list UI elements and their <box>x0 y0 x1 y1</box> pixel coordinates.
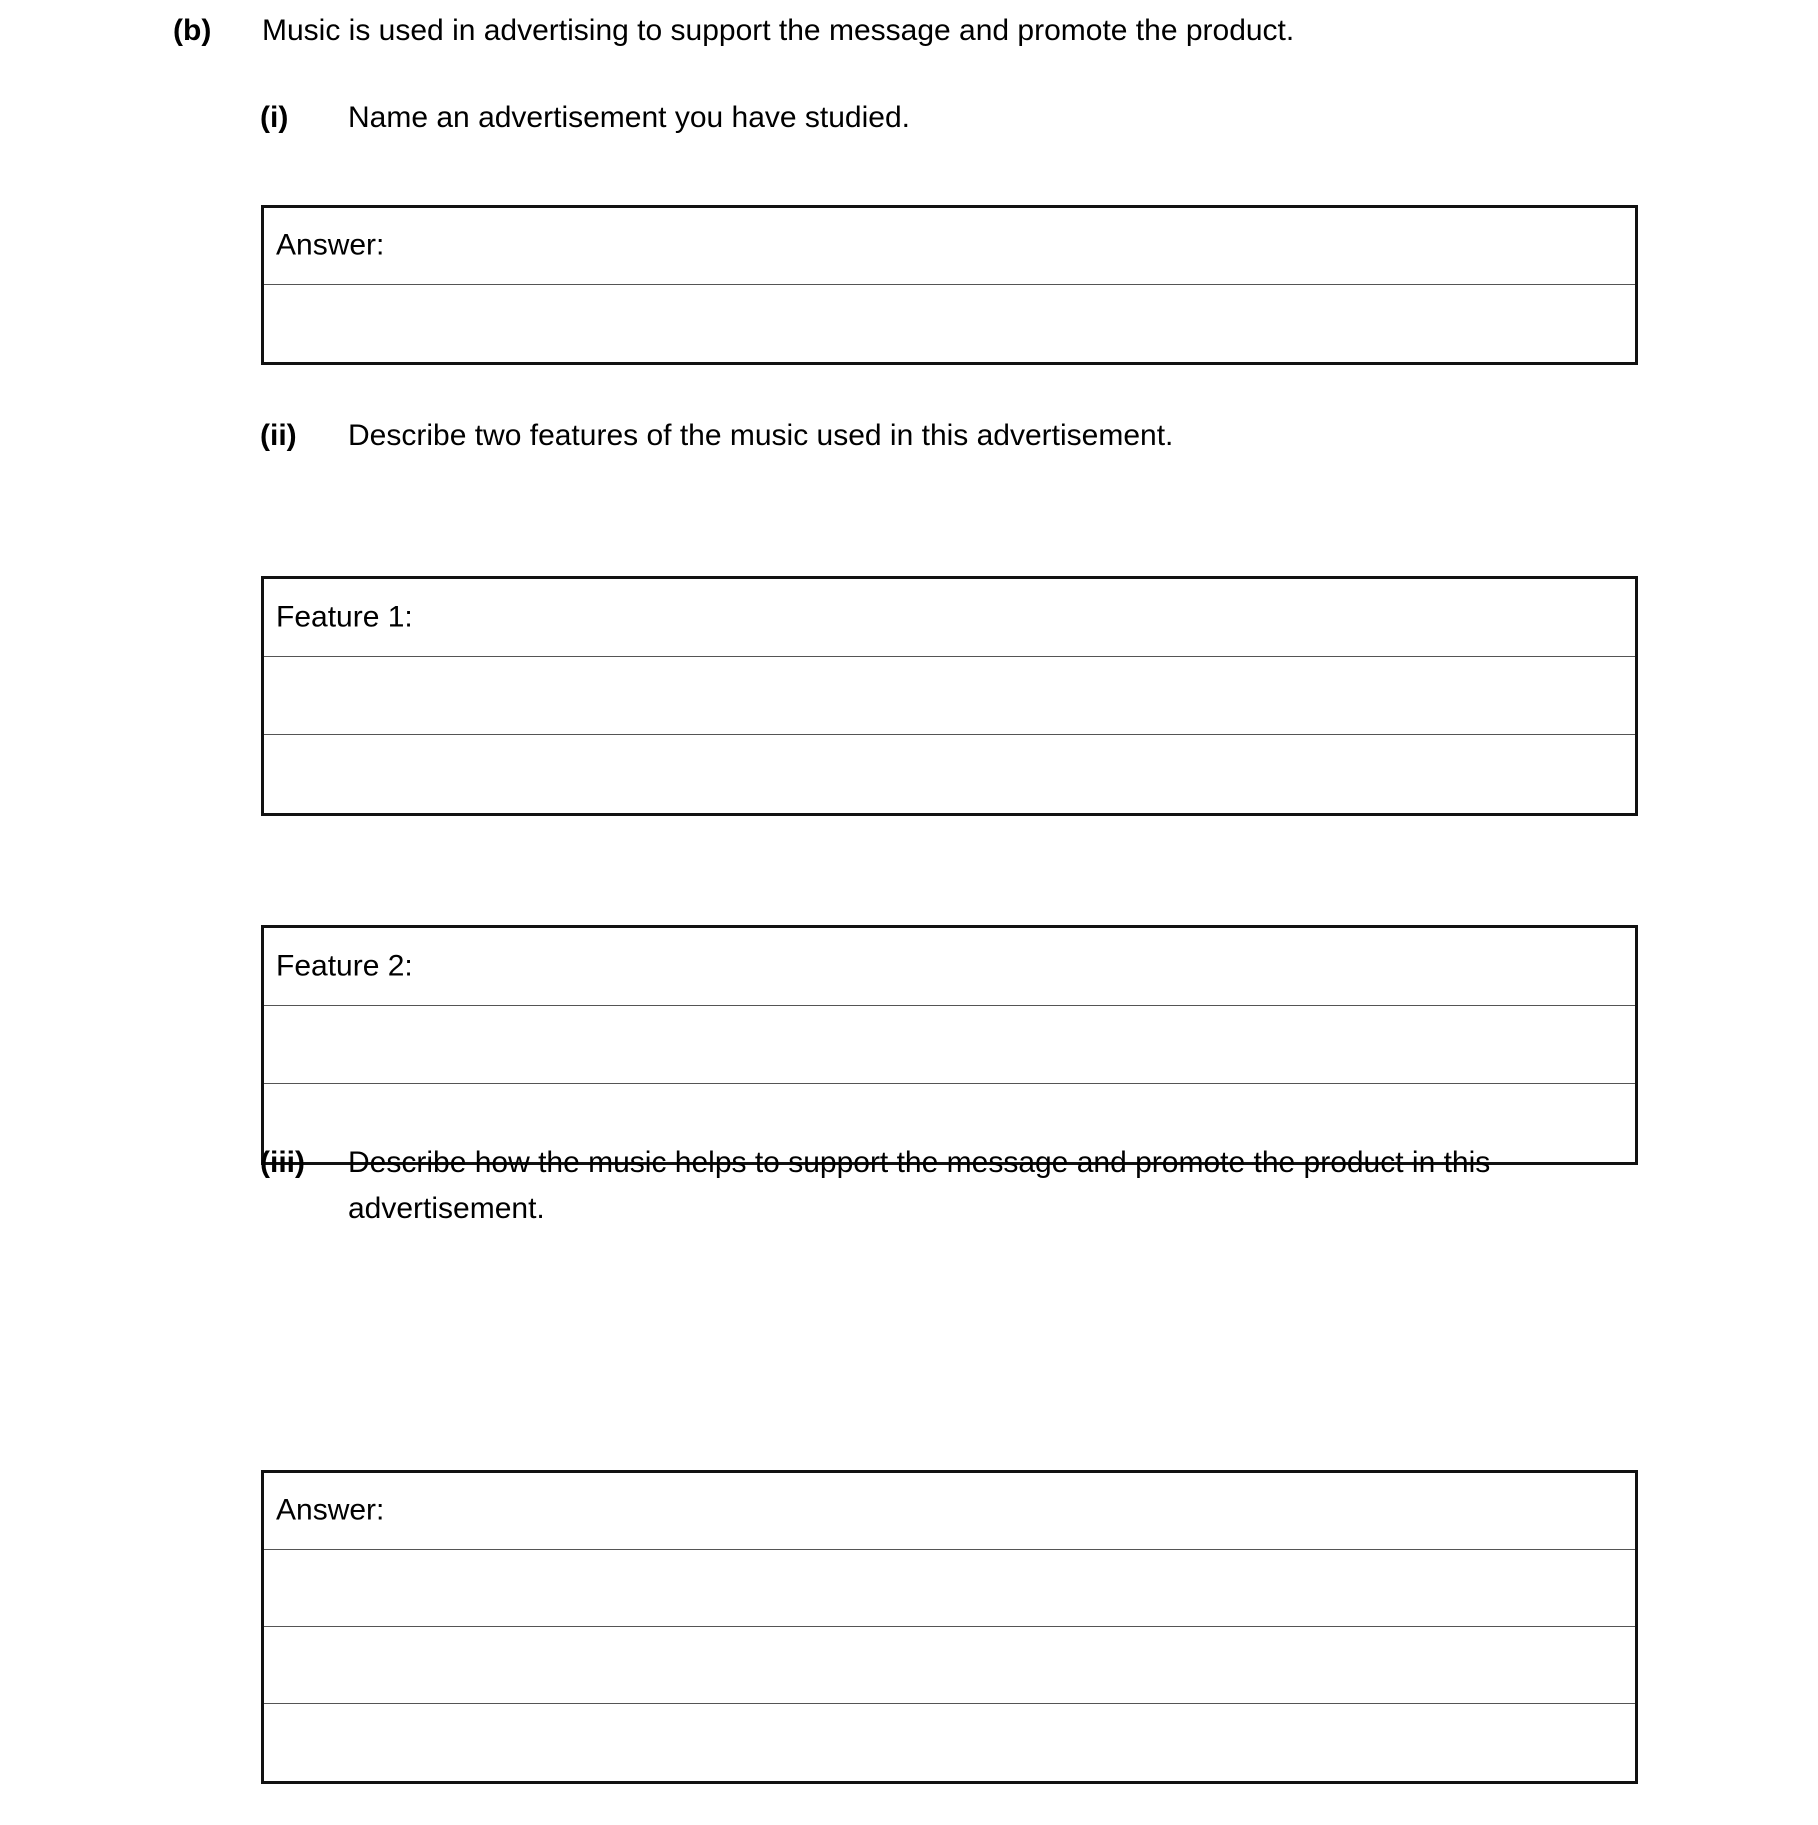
answer-box-i-row-1[interactable] <box>264 285 1635 362</box>
feature-2-label: Feature 2: <box>276 948 413 982</box>
answer-box-iii-row-1[interactable] <box>264 1550 1635 1627</box>
answer-box-i-row-label[interactable] <box>264 208 1635 285</box>
answer-label: Answer: <box>276 1493 385 1527</box>
item-i-label: (i) <box>260 101 289 134</box>
question-item-i <box>260 95 1640 141</box>
feature-1-row-1[interactable] <box>264 657 1635 735</box>
feature-1-row-2[interactable] <box>264 735 1635 813</box>
question-item-iii <box>260 1140 1640 1232</box>
item-ii-text: Describe two features of the music used in this advertisement. <box>348 419 1174 452</box>
item-iii-text: Describe how the music helps to support the message and promote the product in this advertisement. <box>348 1146 1491 1225</box>
item-i-text: Name an advertisement you have studied. <box>348 101 910 134</box>
item-ii-label: (ii) <box>260 419 297 452</box>
answer-box-iii[interactable] <box>261 1470 1638 1784</box>
question-part-b <box>173 8 1673 54</box>
feature-1-label: Feature 1: <box>276 599 413 633</box>
answer-box-iii-row-3[interactable] <box>264 1704 1635 1781</box>
answer-box-i[interactable] <box>261 205 1638 365</box>
part-b-label: (b) <box>173 14 212 47</box>
answer-box-iii-row-label[interactable] <box>264 1473 1635 1550</box>
feature-2-row-1[interactable] <box>264 1006 1635 1084</box>
feature-1-row-label[interactable] <box>264 579 1635 657</box>
answer-box-feature-2[interactable] <box>261 925 1638 1165</box>
answer-label: Answer: <box>276 228 385 262</box>
part-b-text: Music is used in advertising to support the message and promote the product. <box>262 14 1295 47</box>
question-item-ii <box>260 413 1640 459</box>
answer-box-feature-1[interactable] <box>261 576 1638 816</box>
item-iii-label: (iii) <box>260 1146 305 1179</box>
feature-2-row-label[interactable] <box>264 928 1635 1006</box>
answer-box-iii-row-2[interactable] <box>264 1627 1635 1704</box>
